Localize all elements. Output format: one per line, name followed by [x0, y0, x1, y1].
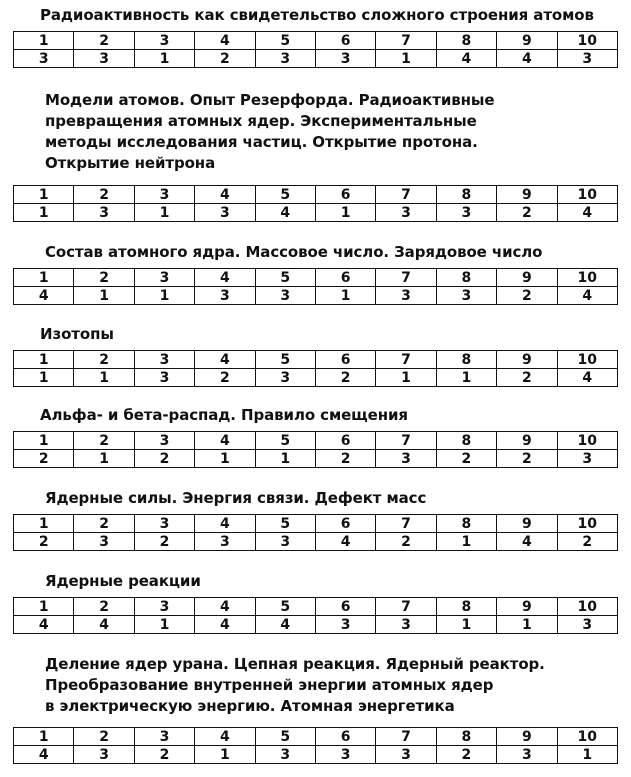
title-line: Изотопы	[40, 325, 114, 343]
answer-cell: 2	[376, 533, 436, 551]
question-number: 4	[195, 598, 255, 616]
question-number: 8	[436, 598, 496, 616]
question-number: 6	[315, 186, 375, 204]
answer-cell: 4	[557, 204, 617, 222]
question-number: 7	[376, 32, 436, 50]
question-number: 10	[557, 269, 617, 287]
answer-cell: 1	[74, 287, 134, 305]
answer-table	[13, 597, 618, 634]
section-title	[40, 405, 408, 426]
answer-cell: 3	[74, 50, 134, 68]
question-number: 2	[74, 598, 134, 616]
answer-cell: 4	[315, 533, 375, 551]
question-number: 9	[497, 351, 557, 369]
question-number: 2	[74, 269, 134, 287]
question-number: 1	[14, 598, 74, 616]
answer-table	[13, 268, 618, 305]
answer-cell: 2	[14, 450, 74, 468]
answer-cell: 3	[497, 746, 557, 764]
question-number: 1	[14, 32, 74, 50]
question-number: 5	[255, 32, 315, 50]
answer-cell: 1	[74, 369, 134, 387]
question-number: 3	[134, 32, 194, 50]
answer-cell: 2	[497, 450, 557, 468]
section-title	[45, 488, 426, 509]
question-number: 5	[255, 598, 315, 616]
question-number: 3	[134, 598, 194, 616]
answer-cell: 1	[497, 616, 557, 634]
question-number: 7	[376, 269, 436, 287]
question-number: 10	[557, 32, 617, 50]
answer-cell: 2	[497, 204, 557, 222]
section-title	[40, 324, 114, 345]
answer-cell: 1	[557, 746, 617, 764]
question-number: 8	[436, 515, 496, 533]
question-number: 6	[315, 351, 375, 369]
question-number: 6	[315, 728, 375, 746]
title-line: Преобразование внутренней энергии атомных ядер	[45, 676, 494, 694]
question-number: 4	[195, 186, 255, 204]
section-title	[40, 5, 594, 26]
question-number: 9	[497, 269, 557, 287]
answer-table	[13, 727, 618, 764]
question-number: 10	[557, 351, 617, 369]
answer-cell: 1	[436, 616, 496, 634]
answer-cell: 3	[557, 450, 617, 468]
answer-cell: 3	[557, 616, 617, 634]
question-number: 4	[195, 351, 255, 369]
question-number: 5	[255, 728, 315, 746]
answer-cell: 2	[134, 746, 194, 764]
question-number: 1	[14, 269, 74, 287]
question-number: 8	[436, 32, 496, 50]
question-number-row	[14, 515, 618, 533]
question-number: 7	[376, 186, 436, 204]
answer-cell: 3	[195, 287, 255, 305]
question-number: 2	[74, 515, 134, 533]
answer-cell: 4	[14, 287, 74, 305]
answer-cell: 3	[255, 533, 315, 551]
question-number: 4	[195, 515, 255, 533]
question-number: 4	[195, 432, 255, 450]
answer-cell: 3	[557, 50, 617, 68]
question-number: 10	[557, 728, 617, 746]
answer-table	[13, 31, 618, 68]
question-number: 7	[376, 728, 436, 746]
question-number: 6	[315, 515, 375, 533]
question-number: 6	[315, 32, 375, 50]
question-number: 1	[14, 728, 74, 746]
answer-row	[14, 369, 618, 387]
question-number: 8	[436, 351, 496, 369]
question-number: 2	[74, 351, 134, 369]
answer-cell: 3	[255, 746, 315, 764]
answer-cell: 3	[315, 50, 375, 68]
answer-cell: 2	[134, 450, 194, 468]
section-title	[45, 242, 542, 263]
question-number: 2	[74, 728, 134, 746]
title-line: Состав атомного ядра. Массовое число. Зарядовое число	[45, 243, 543, 261]
answer-cell: 4	[497, 50, 557, 68]
question-number-row	[14, 432, 618, 450]
answer-cell: 1	[134, 616, 194, 634]
answer-cell: 1	[255, 450, 315, 468]
question-number: 9	[497, 32, 557, 50]
answer-cell: 3	[376, 450, 436, 468]
answer-cell: 2	[195, 50, 255, 68]
answer-cell: 2	[14, 533, 74, 551]
question-number: 9	[497, 598, 557, 616]
answer-row	[14, 450, 618, 468]
question-number: 1	[14, 186, 74, 204]
question-number: 6	[315, 432, 375, 450]
answer-cell: 3	[315, 616, 375, 634]
answer-table	[13, 431, 618, 468]
title-line: Модели атомов. Опыт Резерфорда. Радиоактивные	[45, 91, 495, 109]
answer-cell: 2	[557, 533, 617, 551]
question-number: 9	[497, 515, 557, 533]
question-number: 7	[376, 432, 436, 450]
question-number-row	[14, 728, 618, 746]
answer-cell: 2	[497, 369, 557, 387]
question-number: 4	[195, 269, 255, 287]
question-number: 8	[436, 186, 496, 204]
question-number: 10	[557, 515, 617, 533]
question-number: 7	[376, 515, 436, 533]
section-title	[45, 90, 494, 174]
title-line: Деление ядер урана. Цепная реакция. Ядерный реактор.	[45, 655, 545, 673]
question-number: 2	[74, 186, 134, 204]
answer-row	[14, 204, 618, 222]
question-number: 9	[497, 186, 557, 204]
answer-cell: 4	[436, 50, 496, 68]
answer-cell: 3	[376, 204, 436, 222]
answer-cell: 1	[74, 450, 134, 468]
question-number: 4	[195, 728, 255, 746]
question-number-row	[14, 269, 618, 287]
question-number: 6	[315, 269, 375, 287]
answer-cell: 3	[436, 204, 496, 222]
answer-cell: 1	[134, 204, 194, 222]
question-number-row	[14, 32, 618, 50]
answer-table	[13, 350, 618, 387]
title-line: превращения атомных ядер. Экспериментальные	[45, 112, 477, 130]
answer-cell: 2	[436, 746, 496, 764]
answer-row	[14, 616, 618, 634]
answer-table	[13, 185, 618, 222]
question-number-row	[14, 598, 618, 616]
answer-cell: 3	[74, 746, 134, 764]
answer-cell: 3	[315, 746, 375, 764]
title-line: Альфа- и бета-распад. Правило смещения	[40, 406, 408, 424]
answer-cell: 3	[376, 616, 436, 634]
answer-cell: 3	[74, 204, 134, 222]
question-number: 2	[74, 32, 134, 50]
question-number: 9	[497, 432, 557, 450]
answer-cell: 1	[376, 369, 436, 387]
answer-cell: 2	[134, 533, 194, 551]
question-number: 2	[74, 432, 134, 450]
question-number: 9	[497, 728, 557, 746]
answer-cell: 4	[557, 287, 617, 305]
question-number: 10	[557, 598, 617, 616]
question-number: 5	[255, 186, 315, 204]
question-number: 8	[436, 728, 496, 746]
answer-cell: 1	[376, 50, 436, 68]
answer-cell: 3	[255, 287, 315, 305]
answer-cell: 1	[436, 533, 496, 551]
answer-cell: 3	[74, 533, 134, 551]
answer-cell: 3	[134, 369, 194, 387]
answer-cell: 2	[315, 369, 375, 387]
section-title	[45, 654, 545, 717]
answer-cell: 3	[255, 50, 315, 68]
title-line: Ядерные реакции	[45, 572, 201, 590]
question-number: 1	[14, 432, 74, 450]
question-number: 8	[436, 432, 496, 450]
question-number-row	[14, 351, 618, 369]
question-number: 6	[315, 598, 375, 616]
section-title	[45, 571, 201, 592]
answer-table	[13, 514, 618, 551]
title-line: Радиоактивность как свидетельство сложного строения атомов	[40, 6, 594, 24]
question-number: 3	[134, 269, 194, 287]
answer-cell: 1	[436, 369, 496, 387]
question-number-row	[14, 186, 618, 204]
answer-cell: 3	[14, 50, 74, 68]
question-number: 1	[14, 515, 74, 533]
question-number: 3	[134, 186, 194, 204]
answer-cell: 3	[195, 204, 255, 222]
answer-cell: 3	[376, 287, 436, 305]
question-number: 5	[255, 432, 315, 450]
answer-cell: 1	[315, 204, 375, 222]
answer-cell: 4	[14, 746, 74, 764]
question-number: 5	[255, 351, 315, 369]
answer-cell: 4	[497, 533, 557, 551]
answer-cell: 4	[14, 616, 74, 634]
answer-cell: 1	[14, 204, 74, 222]
question-number: 5	[255, 269, 315, 287]
question-number: 3	[134, 432, 194, 450]
answer-row	[14, 287, 618, 305]
answer-cell: 4	[557, 369, 617, 387]
question-number: 10	[557, 432, 617, 450]
answer-row	[14, 50, 618, 68]
answer-cell: 1	[14, 369, 74, 387]
question-number: 4	[195, 32, 255, 50]
title-line: Открытие нейтрона	[45, 154, 216, 172]
answer-cell: 1	[195, 746, 255, 764]
question-number: 1	[14, 351, 74, 369]
answer-cell: 4	[255, 204, 315, 222]
question-number: 3	[134, 728, 194, 746]
answer-cell: 1	[134, 50, 194, 68]
answer-cell: 4	[74, 616, 134, 634]
answer-cell: 4	[195, 616, 255, 634]
question-number: 8	[436, 269, 496, 287]
answer-row	[14, 746, 618, 764]
answer-cell: 2	[315, 450, 375, 468]
question-number: 5	[255, 515, 315, 533]
answer-cell: 1	[315, 287, 375, 305]
answer-cell: 1	[134, 287, 194, 305]
answer-cell: 2	[436, 450, 496, 468]
title-line: в электрическую энергию. Атомная энергетика	[45, 697, 455, 715]
title-line: Ядерные силы. Энергия связи. Дефект масс	[45, 489, 427, 507]
question-number: 3	[134, 351, 194, 369]
answer-cell: 3	[376, 746, 436, 764]
question-number: 10	[557, 186, 617, 204]
answer-cell: 2	[195, 369, 255, 387]
answer-cell: 3	[255, 369, 315, 387]
answer-row	[14, 533, 618, 551]
question-number: 7	[376, 598, 436, 616]
answer-cell: 1	[195, 450, 255, 468]
question-number: 7	[376, 351, 436, 369]
answer-cell: 3	[436, 287, 496, 305]
question-number: 3	[134, 515, 194, 533]
answer-cell: 4	[255, 616, 315, 634]
answer-cell: 3	[195, 533, 255, 551]
answer-cell: 2	[497, 287, 557, 305]
title-line: методы исследования частиц. Открытие протона.	[45, 133, 478, 151]
